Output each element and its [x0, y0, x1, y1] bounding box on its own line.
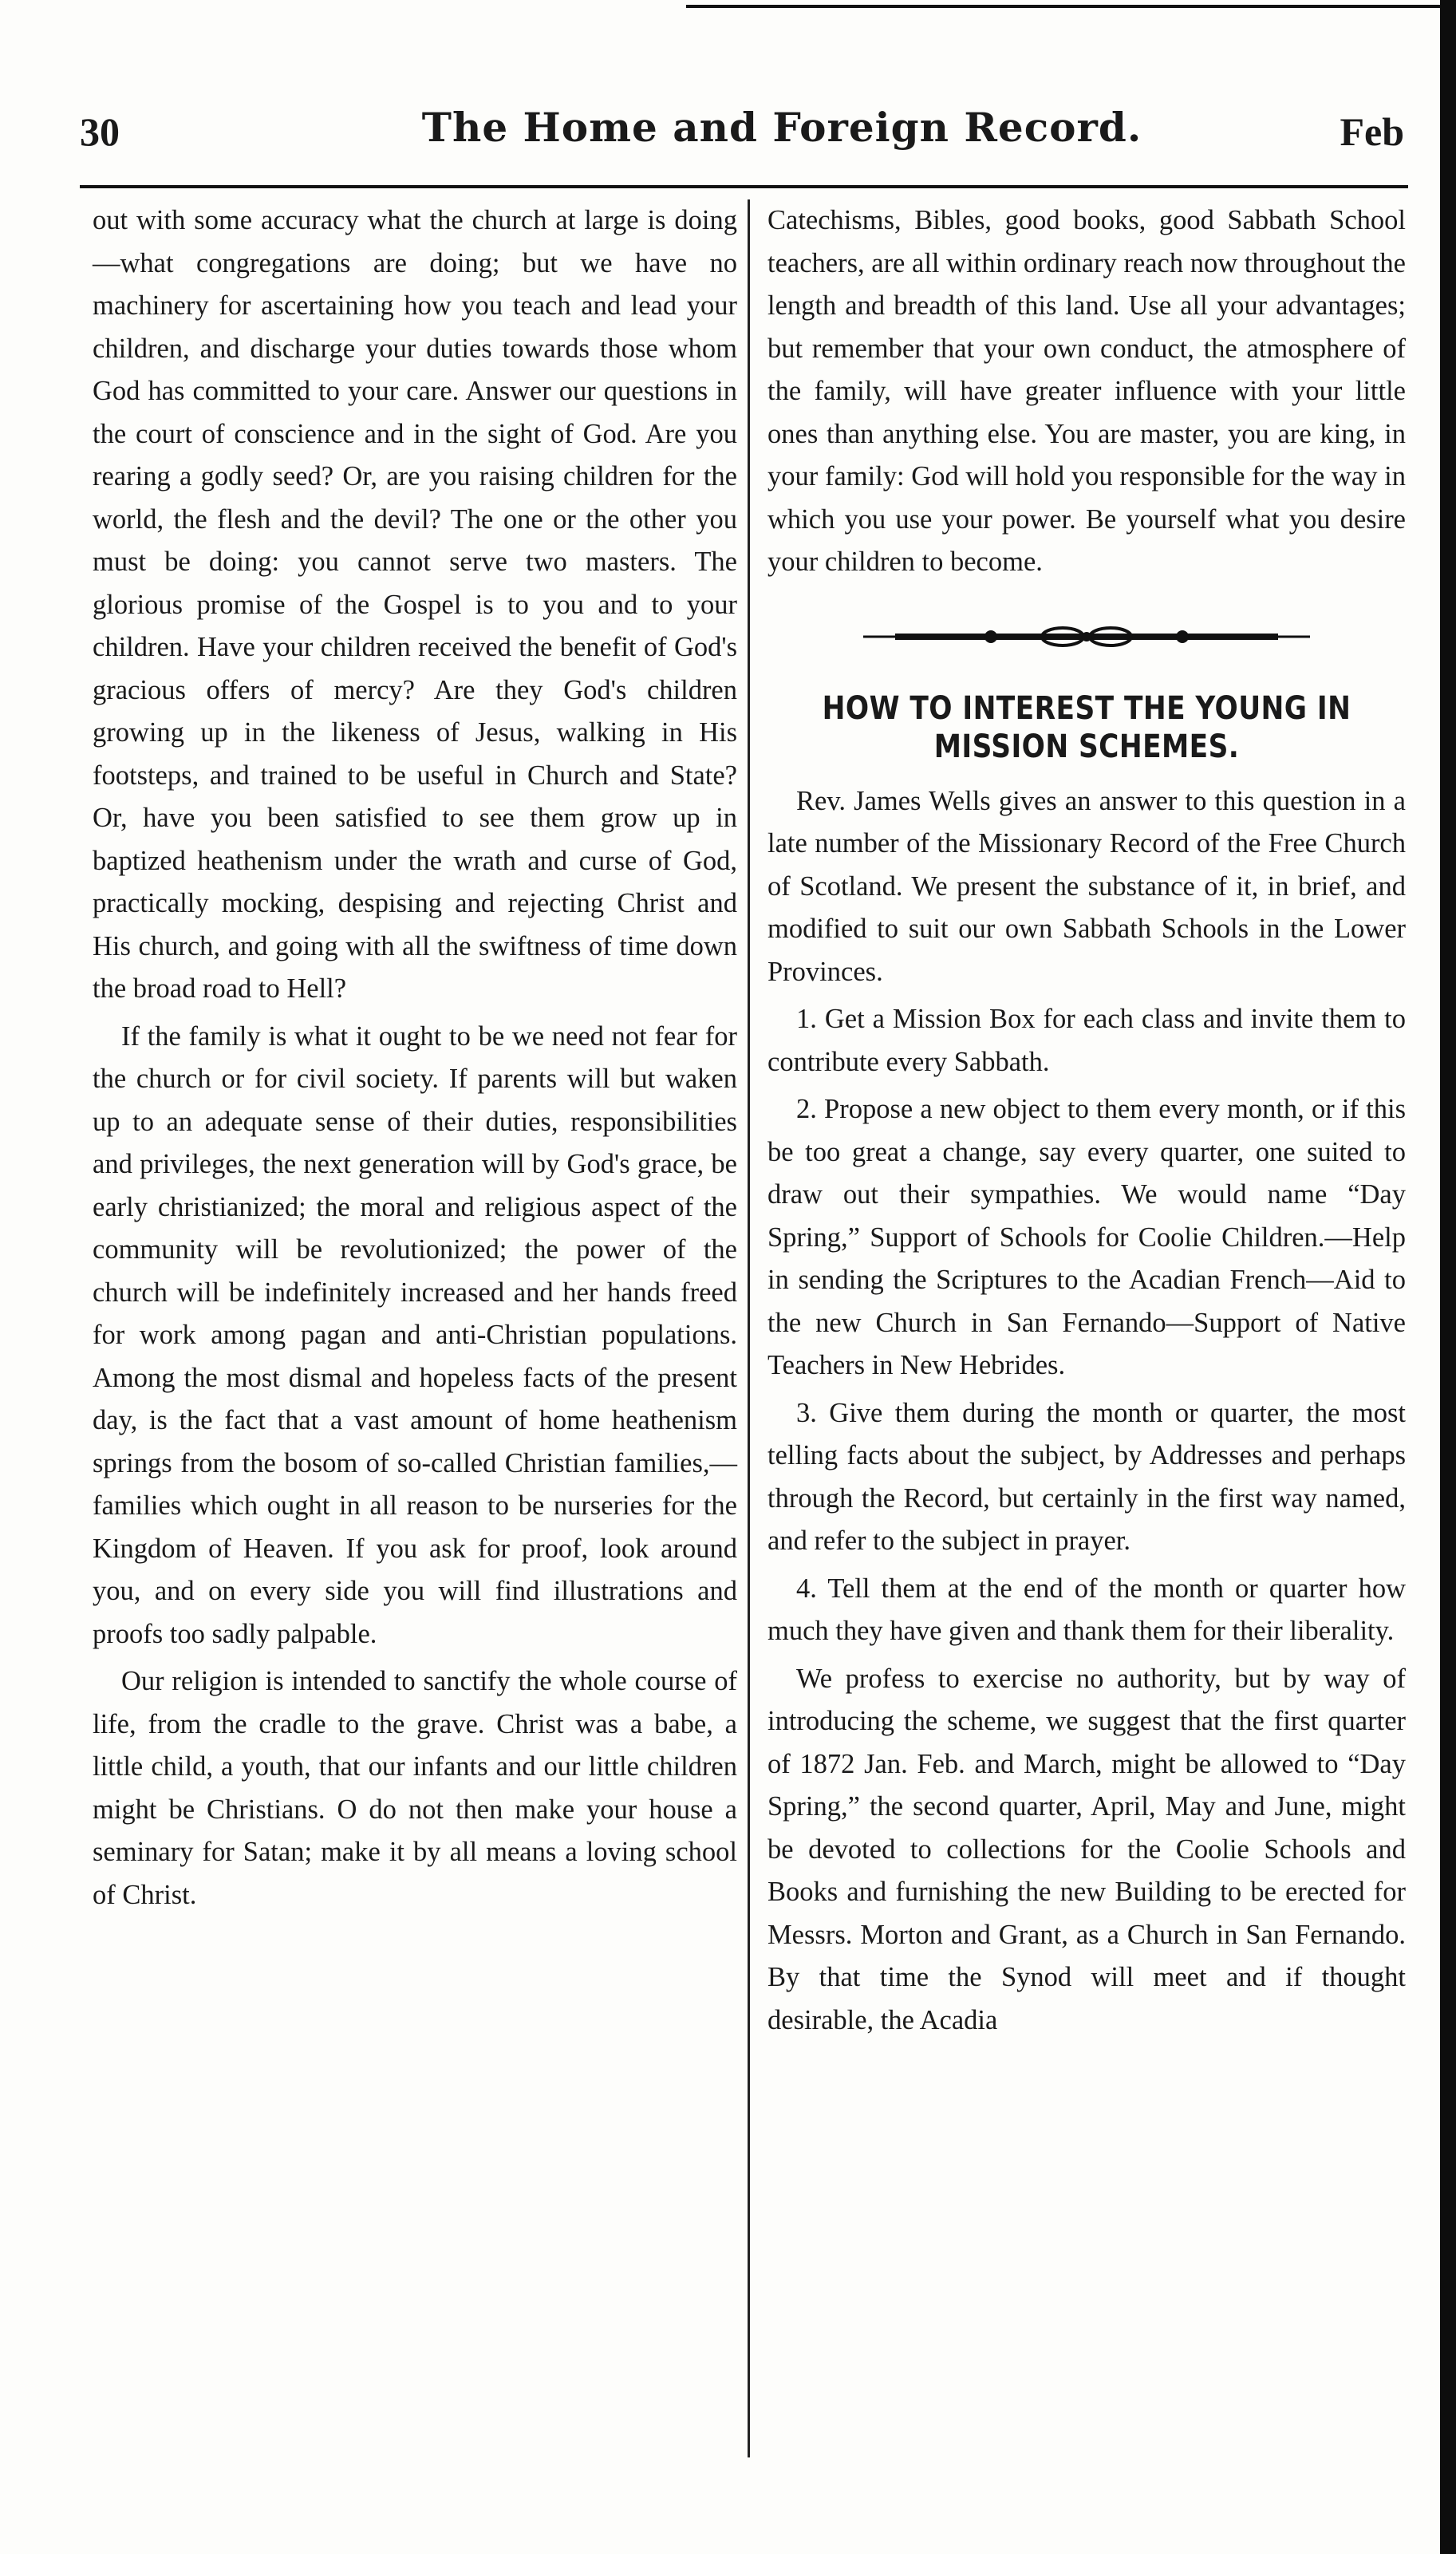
publication-title: The Home and Foreign Record.	[421, 104, 1142, 151]
issue-month: Feb	[1340, 109, 1404, 154]
paragraph: out with some accuracy what the church at large is doing—what congregations are doing; but we have no machinery for ascertaining how you teach and lead your children, and discharge your duties towards those whom God has committed to your care. Answer our questions in the court of conscience and in the sight of God. Are you rearing a godly seed? Or, are you raising children for the world, the flesh and the devil? The one or the other you must be doing: you cannot serve two masters. The glorious promise of the Gospel is to you and to your children. Have your children received the benefit of God's gracious offers of mercy? Are they God's children growing up in the likeness of Jesus, walking in His footsteps, and trained to be useful in Church and State? Or, have you been satisfied to see them grow up in baptized heathenism under the wrath and curse of God, practically mocking, despising and rejecting Christ and His church, and going with all the swiftness of time down the broad road to Hell?	[93, 205, 737, 1004]
paragraph: Our religion is intended to sanctify the whole course of life, from the cradle to the grave. Christ was a babe, a little child, a youth, that our infants and our little children might be Christians. O do not then make your house a seminary for Satan; make it by all means a loving school of Christ.	[93, 1666, 737, 1910]
paragraph: Catechisms, Bibles, good books, good Sabbath School teachers, are all within ordinary reach now throughout the length and breadth of this land. Use all your advantages; but remember that your own conduct, the atmosphere of the family, will have greater influence with your little ones than anything else. You are master, you are king, in your family: God will hold you responsible for the way in which you use your power. Be yourself what you desire your children to become.	[767, 205, 1406, 577]
numbered-item: 1. Get a Mission Box for each class and invite them to contribute every Sabbath.	[767, 1004, 1406, 1077]
page-edge-shadow	[1440, 0, 1456, 2554]
right-column	[767, 199, 1406, 2042]
numbered-item: 2. Propose a new object to them every month, or if this be too great a change, say every quarter, one suited to draw out their sympathies. We would name “Day Spring,” Support of Schools for Coolie Children.—Help in sending the Scriptures to the Acadian French—Aid to the new Church in San Fernando—Support of Native Teachers in New Hebrides.	[767, 1094, 1406, 1380]
section-heading: HOW TO INTEREST THE YOUNG IN MISSION SCHEMES.	[822, 689, 1351, 765]
left-column	[93, 199, 737, 1916]
decorative-divider-icon	[767, 589, 1406, 685]
top-border-rule	[686, 5, 1456, 8]
paragraph: Rev. James Wells gives an answer to this question in a late number of the Missionary Record of the Free Church of Scotland. We present the substance of it, in brief, and modified to suit our own Sabbath Schools in the Lower Provinces.	[767, 785, 1406, 987]
page-number: 30	[80, 109, 120, 154]
paragraph: If the family is what it ought to be we need not fear for the church or for civil society. If parents will but waken up to an adequate sense of their duties, responsibilities and privileges, the next generation will by God's grace, be early christianized; the moral and religious aspect of the community will be revolutionized; the power of the church will be indefinitely increased and her hands freed for work among pagan and anti-Christian populations. Among the most dismal and hopeless facts of the present day, is the fact that a vast amount of home heathenism springs from the bosom of so-called Christian families,—families which ought in all reason to be nurseries for the Kingdom of Heaven. If you ask for proof, look around you, and on every side you will find illustrations and proofs too sadly palpable.	[93, 1020, 737, 1649]
running-header	[80, 94, 1404, 174]
numbered-item: 4. Tell them at the end of the month or quarter how much they have given and thank them for their liberality.	[767, 1573, 1406, 1646]
numbered-item: 3. Give them during the month or quarter, the most telling facts about the subject, by Addresses and perhaps through the Record, but certainly in the first way named, and refer to the subject in prayer.	[767, 1397, 1406, 1556]
column-divider	[748, 199, 750, 2457]
paragraph: We profess to exercise no authority, but by way of introducing the scheme, we suggest that the first quarter of 1872 Jan. Feb. and March, might be allowed to “Day Spring,” the second quarter, April, May and June, might be devoted to collections for the Coolie Schools and Books and furnishing the new Building to be erected for Messrs. Morton and Grant, as a Church in San Fernando. By that time the Synod will meet and if thought desirable, the Acadia	[767, 1663, 1406, 2035]
header-rule	[80, 185, 1408, 188]
